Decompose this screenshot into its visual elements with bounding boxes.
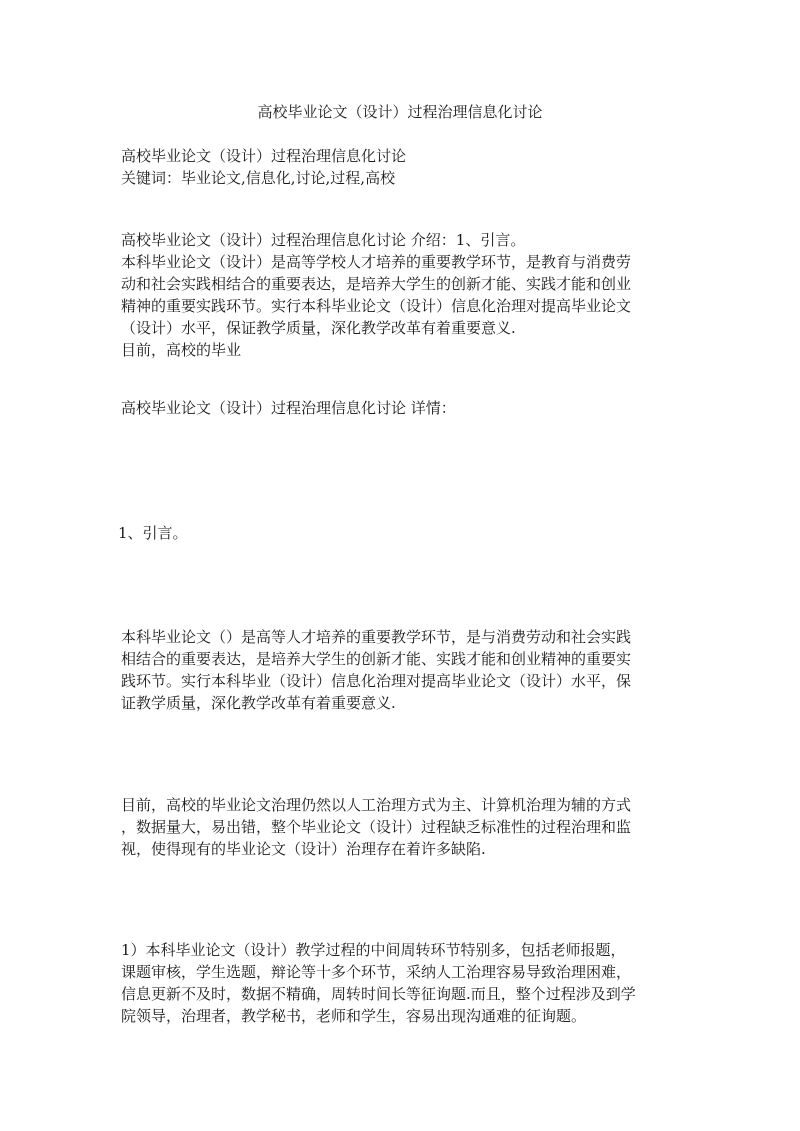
intro-line: 高校毕业论文（设计）过程治理信息化讨论 介绍：1、引言。: [121, 231, 526, 249]
header-block: [121, 145, 681, 189]
section-intro-heading: 1、引言。: [118, 524, 188, 542]
paragraph-line: ，数据量大，易出错，整个毕业论文（设计）过程缺乏标准性的过程治理和监: [121, 818, 632, 836]
paragraph-1: [121, 626, 681, 714]
paragraph-line: 本科毕业论文（）是高等人才培养的重要教学环节，是与消费劳动和社会实践: [121, 628, 632, 646]
paragraph-2: [121, 794, 681, 860]
intro-line: （设计）水平，保证教学质量，深化教学改革有着重要意义.: [121, 319, 516, 337]
paragraph-line: 目前，高校的毕业论文治理仍然以人工治理方式为主、计算机治理为辅的方式: [121, 796, 632, 814]
paragraph-line: 院领导，治理者，教学秘书，老师和学生，容易出现沟通难的征询题。: [121, 1007, 587, 1025]
header-title-line: 高校毕业论文（设计）过程治理信息化讨论: [121, 147, 407, 165]
paragraph-line: 相结合的重要表达，是培养大学生的创新才能、实践才能和创业精神的重要实: [121, 650, 632, 668]
keywords-line: 关键词：毕业论文,信息化,讨论,过程,高校: [121, 169, 396, 187]
paragraph-line: 视，使得现有的毕业论文（设计）治理存在着许多缺陷.: [121, 840, 486, 858]
paragraph-3: [121, 939, 681, 1027]
detail-heading: 高校毕业论文（设计）过程治理信息化讨论 详情：: [121, 399, 456, 417]
intro-line: 本科毕业论文（设计）是高等学校人才培养的重要教学环节，是教育与消费劳: [121, 253, 632, 271]
document-title: 高校毕业论文（设计）过程治理信息化讨论: [257, 103, 543, 121]
paragraph-line: 信息更新不及时，数据不精确，周转时间长等征询题.而且，整个过程涉及到学: [121, 985, 636, 1003]
intro-line: 动和社会实践相结合的重要表达，是培养大学生的创新才能、实践才能和创业: [121, 275, 632, 293]
intro-line: 精神的重要实践环节。实行本科毕业论文（设计）信息化治理对提高毕业论文: [121, 297, 632, 315]
paragraph-line: 1）本科毕业论文（设计）教学过程的中间周转环节特别多，包括老师报题，: [121, 941, 626, 959]
intro-line: 目前，高校的毕业: [121, 341, 242, 359]
paragraph-line: 证教学质量，深化教学改革有着重要意义.: [121, 694, 396, 712]
paragraph-line: 课题审核，学生选题，辩论等十多个环节，采纳人工治理容易导致治理困难，: [121, 963, 632, 981]
intro-block: [121, 229, 681, 361]
paragraph-line: 践环节。实行本科毕业（设计）信息化治理对提高毕业论文（设计）水平，保: [121, 672, 632, 690]
